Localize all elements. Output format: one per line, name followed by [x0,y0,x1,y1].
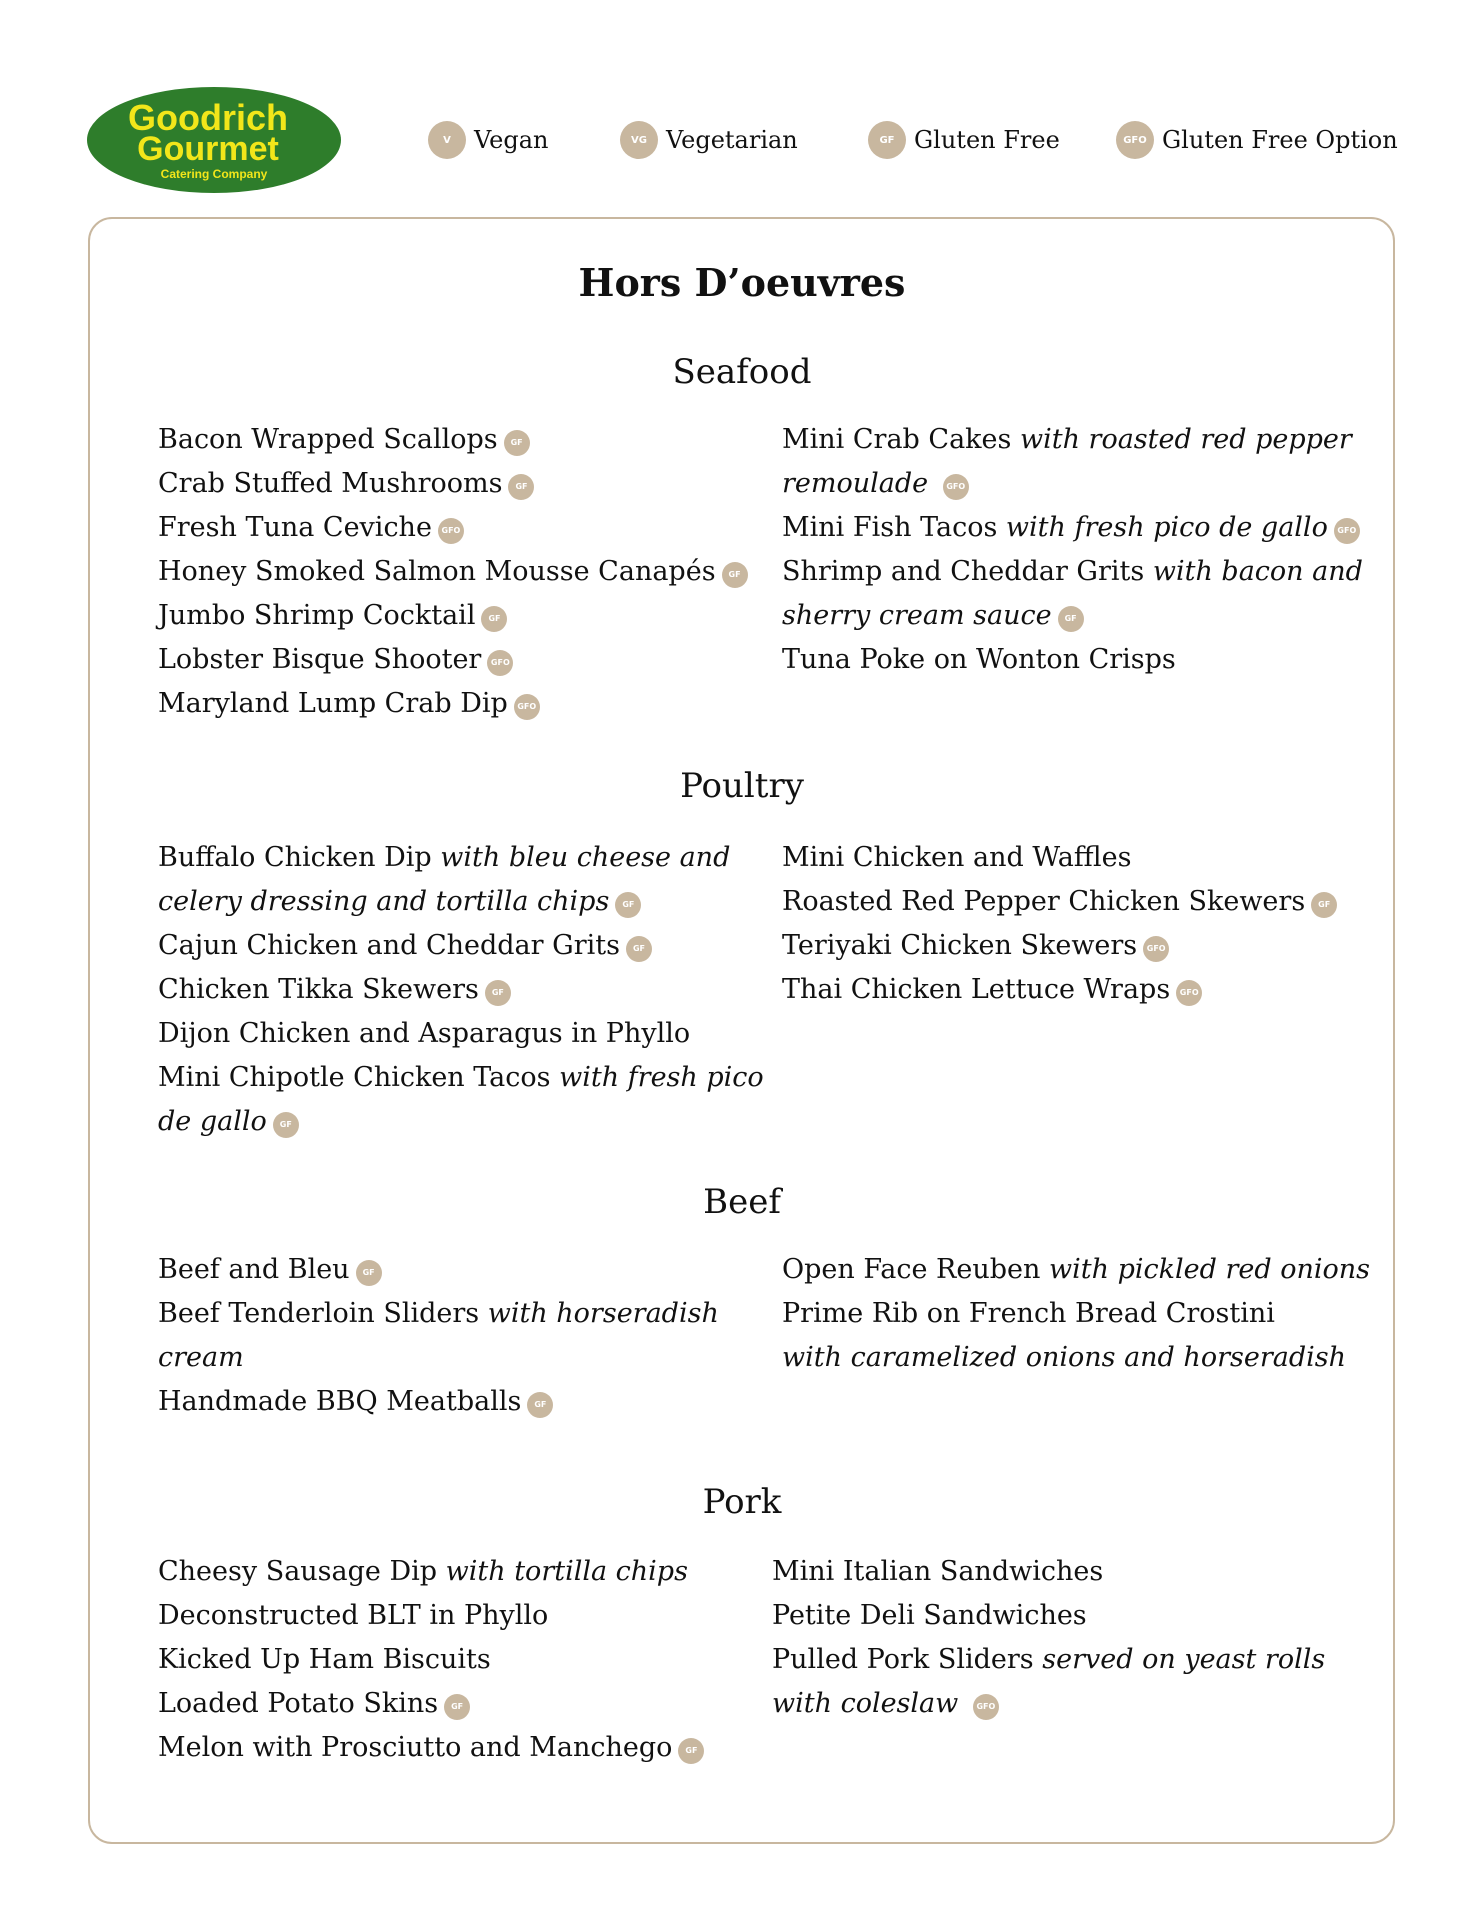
section-title-poultry: Poultry [680,766,804,806]
menu-item [158,1726,748,1770]
item-name: Mini Crab Cakes [782,424,1012,455]
item-name: Teriyaki Chicken Skewers [782,930,1138,961]
item-name: Buffalo Chicken Dip [158,842,432,873]
item-description: with bleu cheese and [440,842,731,873]
menu-item [158,594,748,638]
item-name: Open Face Reuben [782,1254,1041,1285]
item-name: Handmade BBQ Meatballs [158,1386,522,1417]
menu-item [158,1056,764,1100]
pork-right-column [772,1550,1362,1726]
gfo-icon: GFO [487,650,513,676]
gfo-icon: GFO [943,474,969,500]
item-description: served on yeast rolls [1042,1644,1326,1675]
gfo-icon: GFO [1176,980,1202,1006]
item-name: Crab Stuffed Mushrooms [158,468,503,499]
menu-item [158,1682,748,1726]
section-title-beef: Beef [703,1182,781,1222]
vegan-icon: V [428,121,466,159]
menu-item [158,682,748,726]
item-name: Petite Deli Sandwiches [772,1600,1087,1631]
item-name: Mini Chipotle Chicken Tacos [158,1062,551,1093]
item-name: Loaded Potato Skins [158,1688,439,1719]
gf-icon: GF [444,1694,470,1720]
item-name: Thai Chicken Lettuce Wraps [782,974,1171,1005]
gf-icon: GF [485,980,511,1006]
item-description: with tortilla chips [445,1556,688,1587]
menu-item-continued [782,594,1372,638]
menu-item [158,968,748,1012]
gluten-free-icon: GF [868,121,906,159]
menu-item [782,968,1372,1012]
legend-label: Gluten Free [914,126,1060,154]
item-description: with fresh pico [559,1062,764,1093]
seafood-left-column [158,418,748,726]
gf-icon: GF [481,606,507,632]
gfo-icon: GFO [1334,518,1360,544]
gfo-icon: GFO [438,518,464,544]
logo-line1: Goodrich [128,97,288,138]
menu-item [158,924,748,968]
item-name: Jumbo Shrimp Cocktail [158,600,476,631]
gluten-free-option-icon: GFO [1116,121,1154,159]
item-name: Beef Tenderloin Sliders [158,1298,480,1329]
legend-label: Gluten Free Option [1162,126,1398,154]
menu-item-continued [158,880,748,924]
menu-item [158,506,748,550]
item-name: Shrimp and Cheddar Grits [782,556,1145,587]
item-name: Pulled Pork Sliders [772,1644,1034,1675]
pork-left-column [158,1550,748,1770]
beef-right-column [782,1248,1372,1380]
item-description: with fresh pico de gallo [1005,512,1328,543]
item-description: cream [158,1342,244,1373]
legend-vegan [428,120,548,160]
menu-item [782,880,1372,924]
beef-left-column [158,1248,748,1424]
menu-item-continued [782,1336,1372,1380]
gf-icon: GF [626,936,652,962]
gf-icon: GF [508,474,534,500]
menu-item [782,418,1372,462]
menu-item [782,638,1372,682]
legend-label: Vegetarian [666,126,798,154]
item-name: Bacon Wrapped Scallops [158,424,498,455]
menu-item [158,1012,748,1056]
section-title-pork: Pork [702,1482,782,1522]
menu-item [158,1550,748,1594]
item-description: with horseradish [487,1298,719,1329]
item-name: Chicken Tikka Skewers [158,974,479,1005]
item-name: Cheesy Sausage Dip [158,1556,438,1587]
menu-item [158,418,748,462]
menu-item [782,836,1372,880]
item-name: Honey Smoked Salmon Mousse Canapés [158,556,716,587]
menu-item-continued [158,1100,748,1144]
item-name: Lobster Bisque Shooter [158,644,482,675]
menu-item [772,1550,1362,1594]
menu-item [158,1638,748,1682]
item-description: celery dressing and tortilla chips [158,886,610,917]
section-title-seafood: Seafood [672,352,812,392]
vegetarian-icon: VG [620,121,658,159]
gf-icon: GF [356,1260,382,1286]
gfo-icon: GFO [514,694,540,720]
item-description: with caramelized onions and horseradish [782,1342,1346,1373]
gf-icon: GF [678,1738,704,1764]
menu-item [772,1638,1362,1682]
gf-icon: GF [273,1112,299,1138]
menu-item-continued [158,1336,748,1380]
item-description: de gallo [158,1106,267,1137]
item-description: with pickled red onions [1049,1254,1370,1285]
item-description: remoulade [782,468,929,499]
menu-item [158,1248,748,1292]
item-description: with roasted red pepper [1019,424,1352,455]
item-name: Cajun Chicken and Cheddar Grits [158,930,620,961]
gfo-icon: GFO [973,1694,999,1720]
item-name: Mini Chicken and Waffles [782,842,1132,873]
item-name: Roasted Red Pepper Chicken Skewers [782,886,1306,917]
gfo-icon: GFO [1143,936,1169,962]
item-name: Mini Fish Tacos [782,512,998,543]
menu-item [158,1594,748,1638]
gf-icon: GF [527,1392,553,1418]
menu-item [158,836,748,880]
page-title: Hors D’oeuvres [578,260,906,305]
poultry-right-column [782,836,1372,1012]
menu-item [782,550,1372,594]
poultry-left-column [158,836,764,1144]
menu-item [158,462,748,506]
menu-item-continued [772,1682,1362,1726]
item-name: Melon with Prosciutto and Manchego [158,1732,673,1763]
menu-item [782,1248,1372,1292]
menu-item-continued [782,462,1372,506]
item-name: Dijon Chicken and Asparagus in Phyllo [158,1018,691,1049]
item-name: Tuna Poke on Wonton Crisps [782,644,1176,675]
seafood-right-column [782,418,1372,682]
gf-icon: GF [722,562,748,588]
legend-vegetarian [620,120,798,160]
menu-item [782,924,1372,968]
legend-gluten-free-option [1116,120,1398,160]
menu-item [782,1292,1372,1336]
gf-icon: GF [1058,606,1084,632]
legend-label: Vegan [474,126,549,154]
item-name: Mini Italian Sandwiches [772,1556,1104,1587]
legend-gluten-free [868,120,1060,160]
gf-icon: GF [504,430,530,456]
logo-line3: Catering Company [160,167,268,181]
item-name: Deconstructed BLT in Phyllo [158,1600,549,1631]
item-description: with bacon and [1152,556,1363,587]
item-name: Fresh Tuna Ceviche [158,512,432,543]
item-name: Maryland Lump Crab Dip [158,688,508,719]
gf-icon: GF [1311,892,1337,918]
item-description: sherry cream sauce [782,600,1052,631]
gf-icon: GF [615,892,641,918]
menu-item [158,550,748,594]
menu-item [782,506,1372,550]
menu-item [158,1380,748,1424]
item-description: with coleslaw [772,1688,959,1719]
goodrich-gourmet-logo [86,86,342,194]
logo-line2: Gourmet [137,130,279,168]
item-name: Prime Rib on French Bread Crostini [782,1298,1275,1329]
item-name: Kicked Up Ham Biscuits [158,1644,491,1675]
menu-item [158,1292,748,1336]
menu-item [158,638,748,682]
item-name: Beef and Bleu [158,1254,350,1285]
menu-item [772,1594,1362,1638]
